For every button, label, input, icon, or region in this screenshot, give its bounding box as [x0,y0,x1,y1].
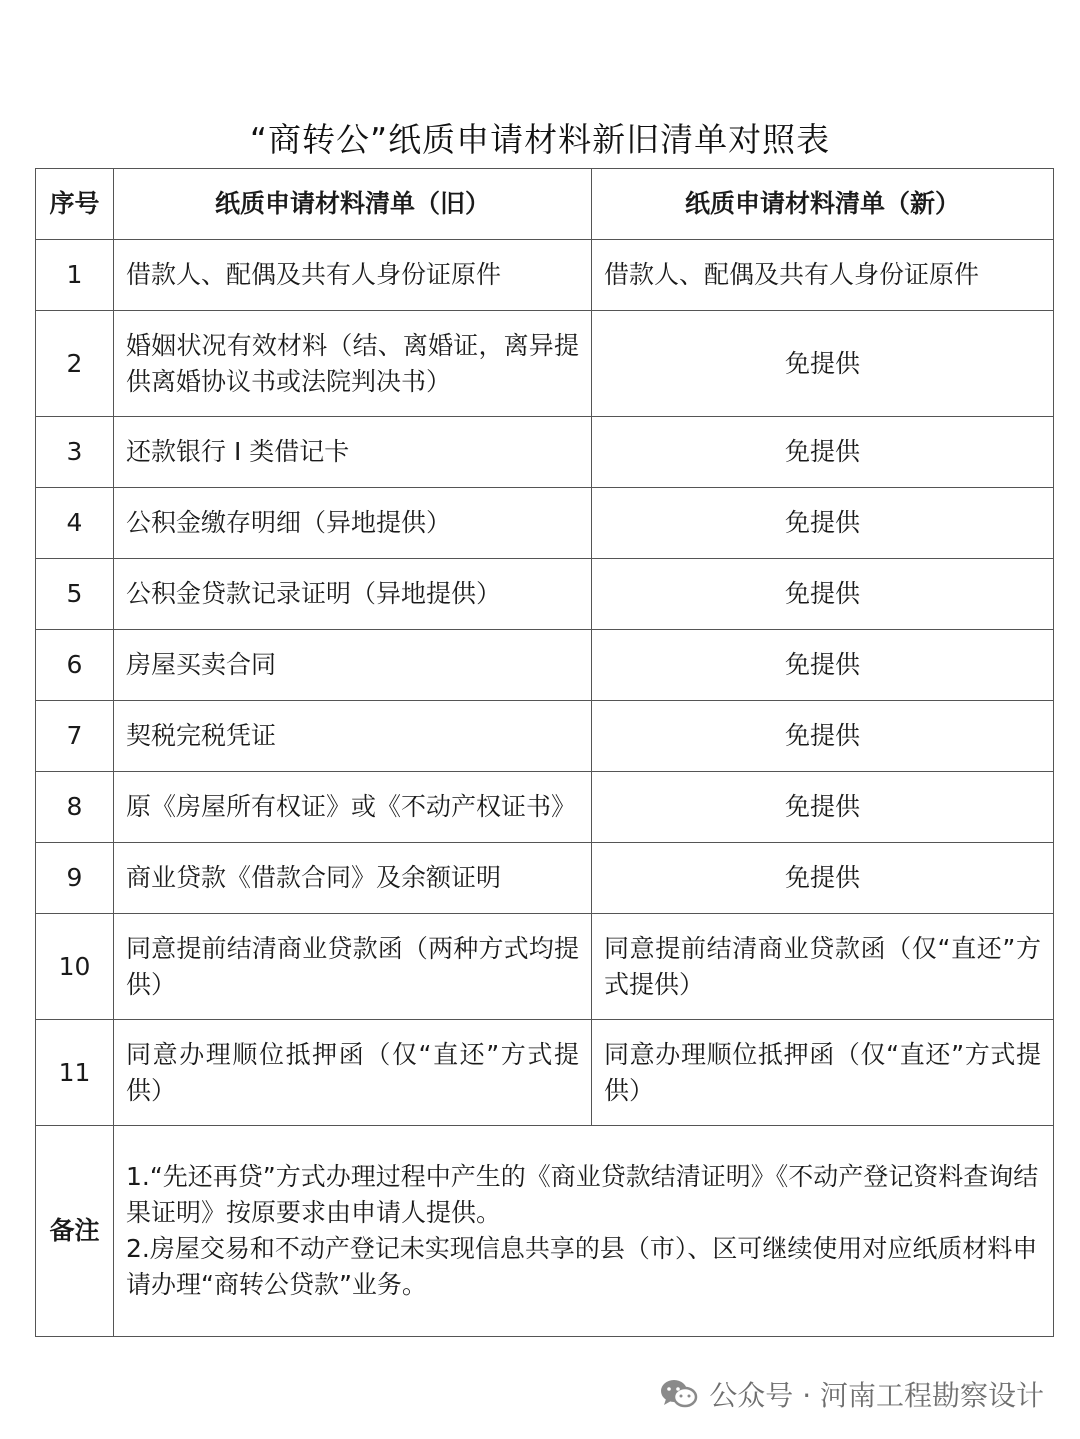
row-old-item: 契税完税凭证 [114,701,592,772]
notes-content [114,1126,1054,1337]
header-old-list: 纸质申请材料清单（旧） [114,169,592,240]
table-row [36,843,1054,914]
row-index: 5 [36,559,114,630]
row-old-item: 还款银行 I 类借记卡 [114,417,592,488]
table-row [36,240,1054,311]
row-index: 11 [36,1020,114,1126]
header-new-list: 纸质申请材料清单（新） [592,169,1054,240]
row-new-item: 免提供 [592,701,1054,772]
note-line: 1.“先还再贷”方式办理过程中产生的《商业贷款结清证明》《不动产登记资料查询结果证明》按原要求由申请人提供。 [126,1162,1039,1227]
row-new-item: 免提供 [592,311,1054,417]
table-row [36,914,1054,1020]
row-new-item: 免提供 [592,417,1054,488]
table-row [36,488,1054,559]
table-header-row [36,169,1054,240]
notes-row [36,1126,1054,1337]
row-new-item: 免提供 [592,772,1054,843]
row-old-item: 公积金贷款记录证明（异地提供） [114,559,592,630]
row-index: 6 [36,630,114,701]
row-new-item: 免提供 [592,630,1054,701]
row-index: 2 [36,311,114,417]
page-title: “商转公”纸质申请材料新旧清单对照表 [249,120,831,159]
row-index: 1 [36,240,114,311]
table-row [36,701,1054,772]
table-row [36,559,1054,630]
comparison-table [35,168,1054,1337]
table-row [36,417,1054,488]
row-old-item: 同意提前结清商业贷款函（两种方式均提供） [114,914,592,1020]
row-old-item: 原《房屋所有权证》或《不动产权证书》 [114,772,592,843]
row-index: 8 [36,772,114,843]
row-index: 10 [36,914,114,1020]
row-index: 3 [36,417,114,488]
row-new-item: 免提供 [592,488,1054,559]
row-new-item: 同意提前结清商业贷款函（仅“直还”方式提供） [592,914,1054,1020]
notes-label: 备注 [36,1126,114,1337]
row-old-item: 同意办理顺位抵押函（仅“直还”方式提供） [114,1020,592,1126]
table-row [36,630,1054,701]
row-old-item: 借款人、配偶及共有人身份证原件 [114,240,592,311]
table-row [36,1020,1054,1126]
row-index: 9 [36,843,114,914]
row-index: 7 [36,701,114,772]
row-old-item: 房屋买卖合同 [114,630,592,701]
row-old-item: 婚姻状况有效材料（结、离婚证，离异提供离婚协议书或法院判决书） [114,311,592,417]
row-index: 4 [36,488,114,559]
wechat-icon [659,1378,699,1410]
note-line: 2.房屋交易和不动产登记未实现信息共享的县（市）、区可继续使用对应纸质材料申请办理“商转公贷款”业务。 [126,1234,1038,1299]
footer-watermark [659,1374,1044,1414]
row-new-item: 免提供 [592,843,1054,914]
footer-text: 公众号 · 河南工程勘察设计 [709,1379,1044,1412]
table-row [36,311,1054,417]
table-row [36,772,1054,843]
header-index: 序号 [36,169,114,240]
row-old-item: 公积金缴存明细（异地提供） [114,488,592,559]
row-new-item: 借款人、配偶及共有人身份证原件 [592,240,1054,311]
row-old-item: 商业贷款《借款合同》及余额证明 [114,843,592,914]
row-new-item: 同意办理顺位抵押函（仅“直还”方式提供） [592,1020,1054,1126]
row-new-item: 免提供 [592,559,1054,630]
